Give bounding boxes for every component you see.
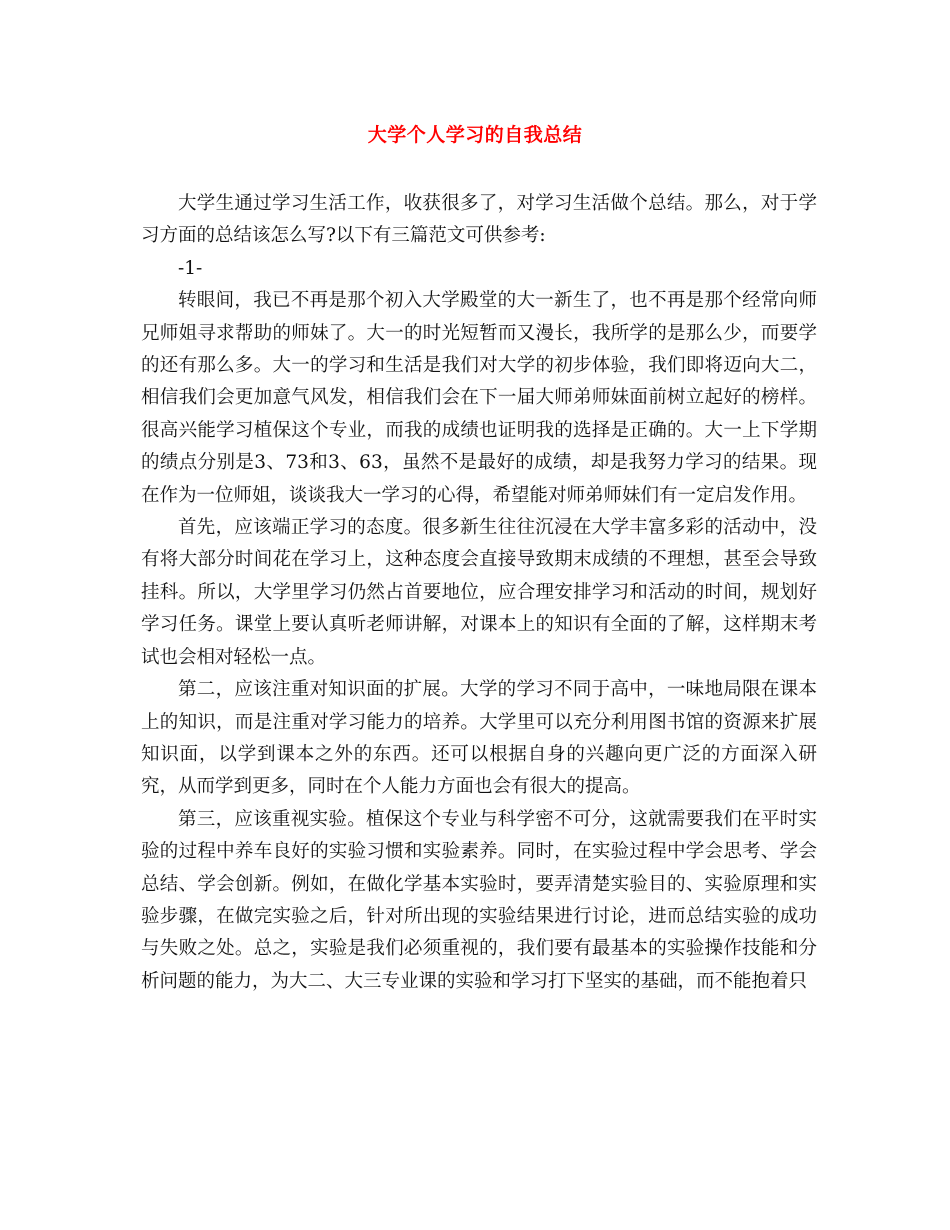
paragraph-third: 第三，应该重视实验。植保这个专业与科学密不可分，这就需要我们在平时实验的过程中养车良好的实验习惯和实验素养。同时，在实验过程中学会思考、学会总结、学会创新。例如，在做化学基本实验时，要弄清楚实验目的、实验原理和实验步骤，在做完实验之后，针对所出现的实验结果进行讨论，进而总结实验的成功与失败之处。总之，实验是我们必须重视的，我们要有最基本的实验操作技能和分析问题的能力，为大二、大三专业课的实验和学习打下坚实的基础，而不能抱着只: [141, 808, 817, 992]
paragraph-intro: 大学生通过学习生活工作，收获很多了，对学习生活做个总结。那么，对于学习方面的总结该怎么写?以下有三篇范文可供参考:: [141, 193, 817, 247]
paragraph-opening: 转眼间，我已不再是那个初入大学殿堂的大一新生了，也不再是那个经常向师兄师姐寻求帮助的师妹了。大一的时光短暂而又漫长，我所学的是那么少，而要学的还有那么多。大一的学习和生活是我们对大学的初步体验，我们即将迈向大二，相信我们会更加意气风发，相信我们会在下一届大师弟师妹面前树立起好的榜样。很高兴能学习植保这个专业，而我的成绩也证明我的选择是正确的。大一上下学期的绩点分别是3、73和3、63，虽然不是最好的成绩，却是我努力学习的结果。现在作为一位师姐，谈谈我大一学习的心得，希望能对师弟师妹们有一定启发作用。: [141, 290, 817, 506]
document-title: 大学个人学习的自我总结: [367, 124, 583, 146]
document-body: [141, 188, 817, 998]
paragraph-second: 第二，应该注重对知识面的扩展。大学的学习不同于高中，一味地局限在课本上的知识，而是注重对学习能力的培养。大学里可以充分利用图书馆的资源来扩展知识面，以学到课本之外的东西。还可以根据自身的兴趣向更广泛的方面深入研究，从而学到更多，同时在个人能力方面也会有很大的提高。: [141, 679, 817, 798]
paragraph-first: 首先，应该端正学习的态度。很多新生往往沉浸在大学丰富多彩的活动中，没有将大部分时间花在学习上，这种态度会直接导致期末成绩的不理想，甚至会导致挂科。所以，大学里学习仍然占首要地位，应合理安排学习和活动的时间，规划好学习任务。课堂上要认真听老师讲解，对课本上的知识有全面的了解，这样期末考试也会相对轻松一点。: [141, 517, 817, 668]
section-marker: -1-: [178, 257, 203, 279]
